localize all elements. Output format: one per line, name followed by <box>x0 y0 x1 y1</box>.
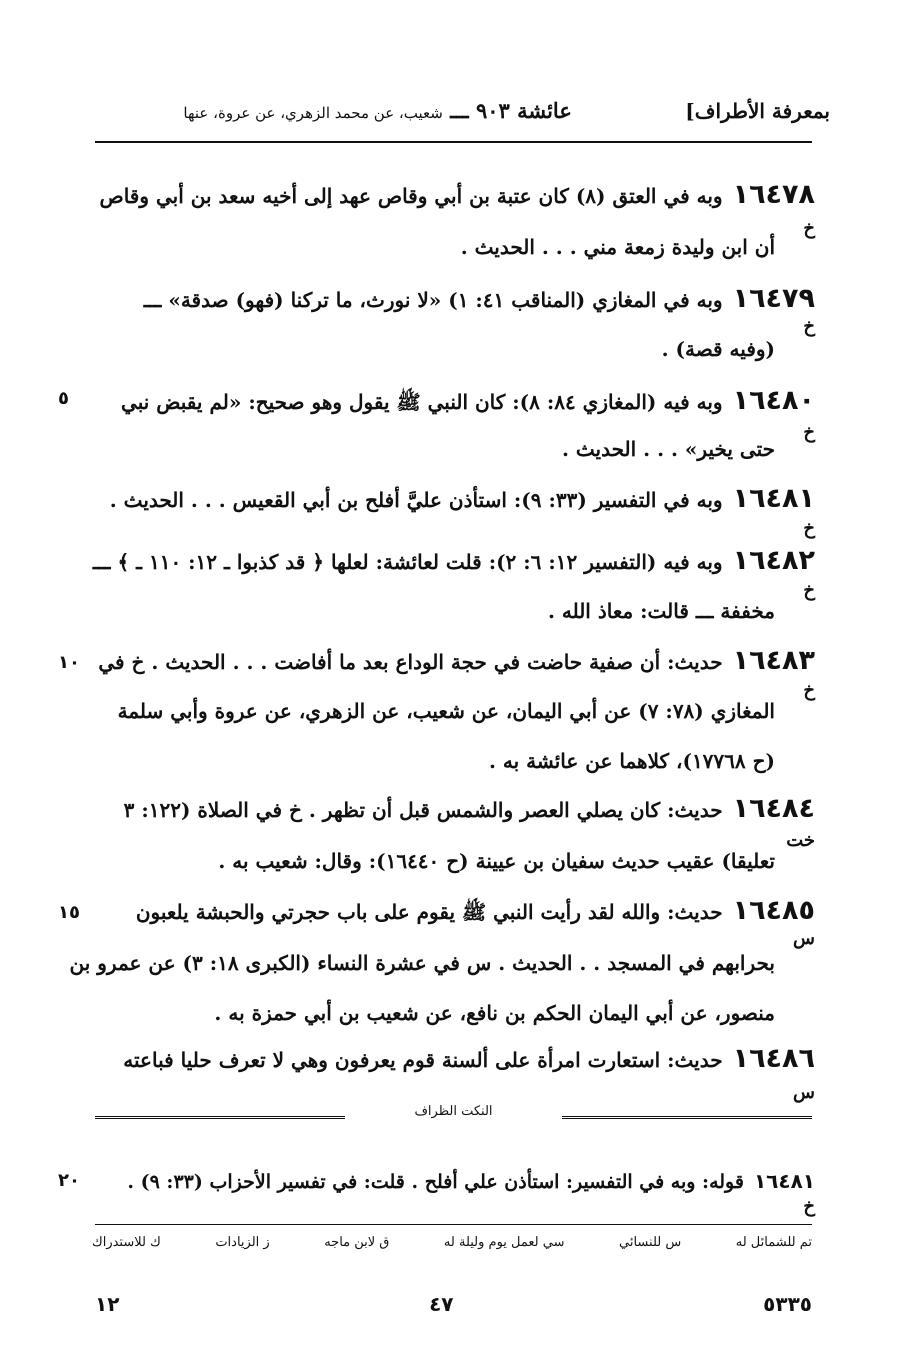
divider-label: النكت الظراف <box>414 1104 493 1119</box>
divider-rule <box>562 1116 812 1119</box>
entry-text-line: وبه في العتق (٨) كان عتبة بن أبي وقاص عهد إلى أخيه سعد بن أبي وقاص <box>99 184 723 208</box>
abbreviation-item: ق لابن ماجه <box>324 1235 390 1250</box>
footer-right-number: ١٢ <box>95 1292 120 1316</box>
entry-number: ١٦٤٨١ <box>732 483 815 514</box>
header-center-title <box>183 98 571 123</box>
entry-text-line: بحرابهم في المسجد . . الحديث . س في عشرة النساء (الكبرى ١٨: ٣) عن عمرو بن <box>69 951 775 975</box>
footnote-siglum: خ <box>803 1196 815 1217</box>
entry-siglum: خ <box>803 580 815 601</box>
entry-text-line: مخففة ـــ قالت: معاذ الله . <box>547 599 775 623</box>
entry-text-line: حديث: استعارت امرأة على ألسنة قوم يعرفون وهي لا تعرف حليا فباعته <box>123 1048 723 1072</box>
margin-line-number: ١٠ <box>58 652 80 673</box>
abbreviation-item: تم للشمائل له <box>735 1235 812 1250</box>
entry-text-line: حديث: كان يصلي العصر والشمس قبل أن تظهر . خ في الصلاة (١٢٢: ٣ <box>123 798 723 822</box>
abbreviation-key <box>92 1235 812 1250</box>
entry-number: ١٦٤٨٠ <box>732 385 815 416</box>
margin-line-number: ٥ <box>58 388 69 409</box>
entry-text-line: وبه في التفسير (٣٣: ٩): استأذن عليَّ أفلح بن أبي القعيس . . . الحديث . <box>109 488 723 512</box>
entry-text-line: (وفيه قصة) . <box>661 337 775 361</box>
margin-line-number: ١٥ <box>58 902 80 923</box>
footnote-text: قوله: وبه في التفسير: استأذن علي أفلح . قلت: في تفسير الأحزاب (٣٣: ٩) . <box>127 1171 744 1193</box>
entry-number: ١٦٤٨٢ <box>732 545 815 576</box>
abbreviation-item: س للنسائي <box>619 1235 682 1250</box>
entry-text-line: وبه فيه (المغازي ٨٤: ٨): كان النبي ﷺ يقول وهو صحيح: «لم يقبض نبي <box>121 390 723 414</box>
ornamental-divider <box>95 1104 812 1126</box>
entry-text-line: منصور، عن أبي اليمان الحكم بن نافع، عن شعيب بن أبي حمزة به . <box>214 1001 775 1025</box>
entry-number: ١٦٤٧٩ <box>732 283 815 314</box>
abbreviation-item: ك للاستدراك <box>92 1235 161 1250</box>
entry-siglum: خت <box>786 830 815 851</box>
entry-number: ١٦٤٨٤ <box>732 793 815 824</box>
margin-line-number: ٢٠ <box>58 1170 80 1191</box>
entry-text-line: وبه فيه (التفسير ١٢: ٦: ٢): قلت لعائشة: لعلها ﴿ قد كذبوا ـ ١٢: ١١٠ ـ ﴾ ـــ <box>92 550 723 574</box>
footer-left-number: ٥٣٣٥ <box>763 1292 812 1316</box>
entry-text-line: المغازي (٧٨: ٧) عن أبي اليمان، عن شعيب، عن الزهري، عن عروة وأبي سلمة <box>117 699 775 723</box>
page-footer <box>95 1292 812 1316</box>
header-center-main: عائشة ٩٠٣ ـــ <box>450 98 572 123</box>
entry-siglum: خ <box>803 680 815 701</box>
entry-text-line: حتى يخير» . . . الحديث . <box>561 437 775 461</box>
entry-siglum: س <box>793 928 815 949</box>
entry-text-line: وبه في المغازي (المناقب ٤١: ١) «لا نورث، ما تركنا (فهو) صدقة» ـــ <box>143 288 723 312</box>
entry-text-line: تعليقا) عقيب حديث سفيان بن عيينة (ح ١٦٤٤٠): وقال: شعيب به . <box>218 849 775 873</box>
entry-text-line: حديث: والله لقد رأيت النبي ﷺ يقوم على باب حجرتي والحبشة يلعبون <box>135 900 723 924</box>
footnote-number: ١٦٤٨١ <box>753 1169 815 1193</box>
header-right-title: بمعرفة الأطراف] <box>685 99 830 123</box>
entry-siglum: خ <box>803 218 815 239</box>
entry-siglum: س <box>793 1082 815 1103</box>
abbreviation-item: سي لعمل يوم وليلة له <box>443 1235 565 1250</box>
footer-rule <box>95 1224 812 1225</box>
header-rule <box>95 141 812 143</box>
header-center-sub: شعيب، عن محمد الزهري، عن عروة، عنها <box>183 104 443 122</box>
entry-number: ١٦٤٨٥ <box>732 895 815 926</box>
entry-text-line: حديث: أن صفية حاضت في حجة الوداع بعد ما أفاضت . . . الحديث . خ في <box>98 650 723 674</box>
entry-text-line: أن ابن وليدة زمعة مني . . . الحديث . <box>460 235 775 259</box>
entry-siglum: خ <box>803 316 815 337</box>
entry-siglum: خ <box>803 518 815 539</box>
entry-number: ١٦٤٨٣ <box>732 645 815 676</box>
entry-text-line: (ح ١٧٧٦٨)، كلاهما عن عائشة به . <box>488 749 775 773</box>
entry-number: ١٦٤٧٨ <box>732 179 815 210</box>
abbreviation-item: ز الزيادات <box>215 1235 270 1250</box>
entry-siglum: خ <box>803 422 815 443</box>
running-header <box>70 98 830 138</box>
page-number: ٤٧ <box>429 1292 454 1316</box>
entry-number: ١٦٤٨٦ <box>732 1043 815 1074</box>
